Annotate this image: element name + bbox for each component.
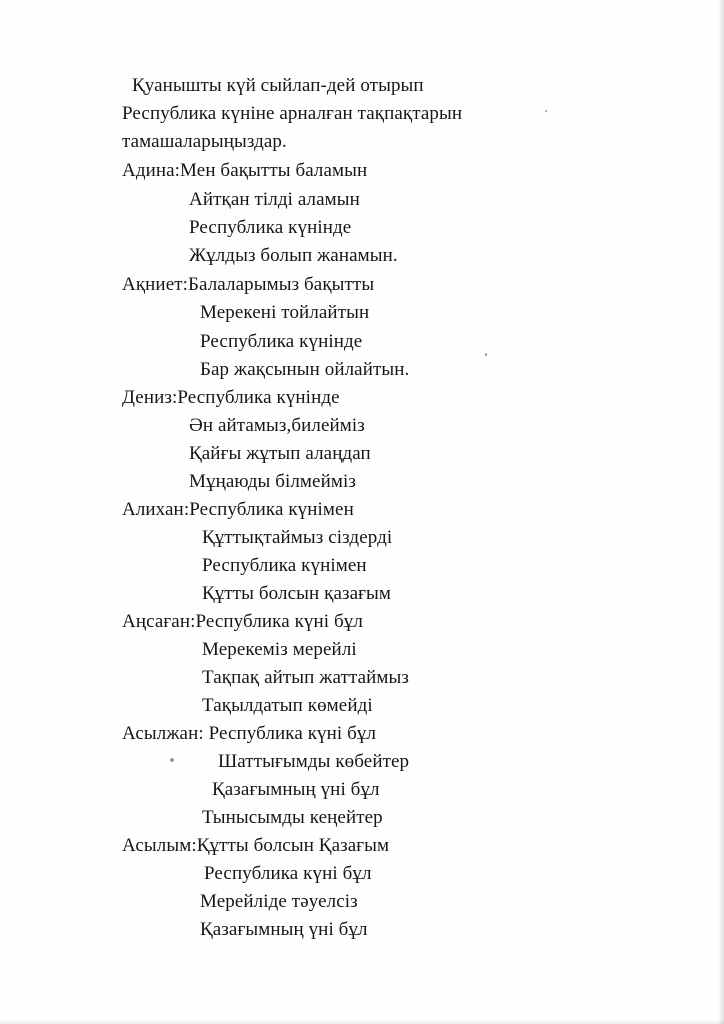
intro-line-2: Республика күніне арналған тақпақтарын — [122, 103, 463, 124]
verse-2-first-line: Ақниет:Балаларымыз бақытты — [122, 274, 375, 295]
verse-3-line-2: Ән айтамыз,билейміз — [189, 415, 365, 436]
verse-7-line-4: Қазағымның үні бұл — [200, 919, 368, 940]
verse-1-first-line: Адина:Мен бақытты баламын — [122, 160, 368, 181]
verse-1-line-3: Республика күнінде — [189, 217, 352, 238]
verse-1-line-2: Айтқан тілді аламын — [189, 189, 360, 210]
verse-3-first-line: Дениз:Республика күнінде — [122, 387, 340, 408]
verse-2-line-3: Республика күнінде — [200, 331, 363, 352]
page-bottom-shadow — [0, 1020, 724, 1024]
verse-2-line-4: Бар жақсынын ойлайтын. — [200, 359, 410, 380]
verse-7-line-2: Республика күні бұл — [204, 863, 372, 884]
verse-6-first-line: Асылжан: Республика күні бұл — [122, 723, 377, 744]
verse-4-line-3: Республика күнімен — [202, 555, 367, 576]
verse-2-line-2: Мерекені тойлайтын — [200, 302, 370, 323]
scan-speck — [485, 353, 487, 356]
verse-3-line-4: Мұңаюды білмейміз — [189, 471, 356, 492]
verse-5-line-2: Мерекеміз мерейлі — [202, 639, 357, 660]
page-edge-shadow — [718, 0, 724, 1024]
verse-5-line-3: Тақпақ айтып жаттаймыз — [202, 667, 409, 688]
verse-6-line-2: Шаттығымды көбейтер — [218, 751, 410, 772]
scan-speck — [170, 758, 174, 762]
intro-line-1: Қуанышты күй сыйлап-дей отырып — [132, 75, 424, 96]
verse-5-line-4: Тақылдатып көмейді — [202, 695, 373, 716]
scan-speck — [545, 110, 547, 112]
verse-7-line-3: Мерейліде тәуелсіз — [200, 891, 358, 912]
verse-6-line-3: Қазағымның үні бұл — [212, 779, 380, 800]
verse-1-line-4: Жұлдыз болып жанамын. — [189, 245, 398, 266]
verse-4-first-line: Алихан:Республика күнімен — [122, 499, 354, 520]
verse-7-first-line: Асылым:Құтты болсын Қазағым — [122, 835, 390, 856]
intro-line-3: тамашаларыңыздар. — [122, 131, 287, 152]
verse-4-line-4: Құтты болсын қазағым — [202, 583, 391, 604]
verse-3-line-3: Қайғы жұтып алаңдап — [189, 443, 371, 464]
verse-5-first-line: Аңсаған:Республика күні бұл — [122, 611, 363, 632]
verse-6-line-4: Тынысымды кеңейтер — [202, 807, 383, 828]
verse-4-line-2: Құттықтаймыз сіздерді — [202, 527, 393, 548]
